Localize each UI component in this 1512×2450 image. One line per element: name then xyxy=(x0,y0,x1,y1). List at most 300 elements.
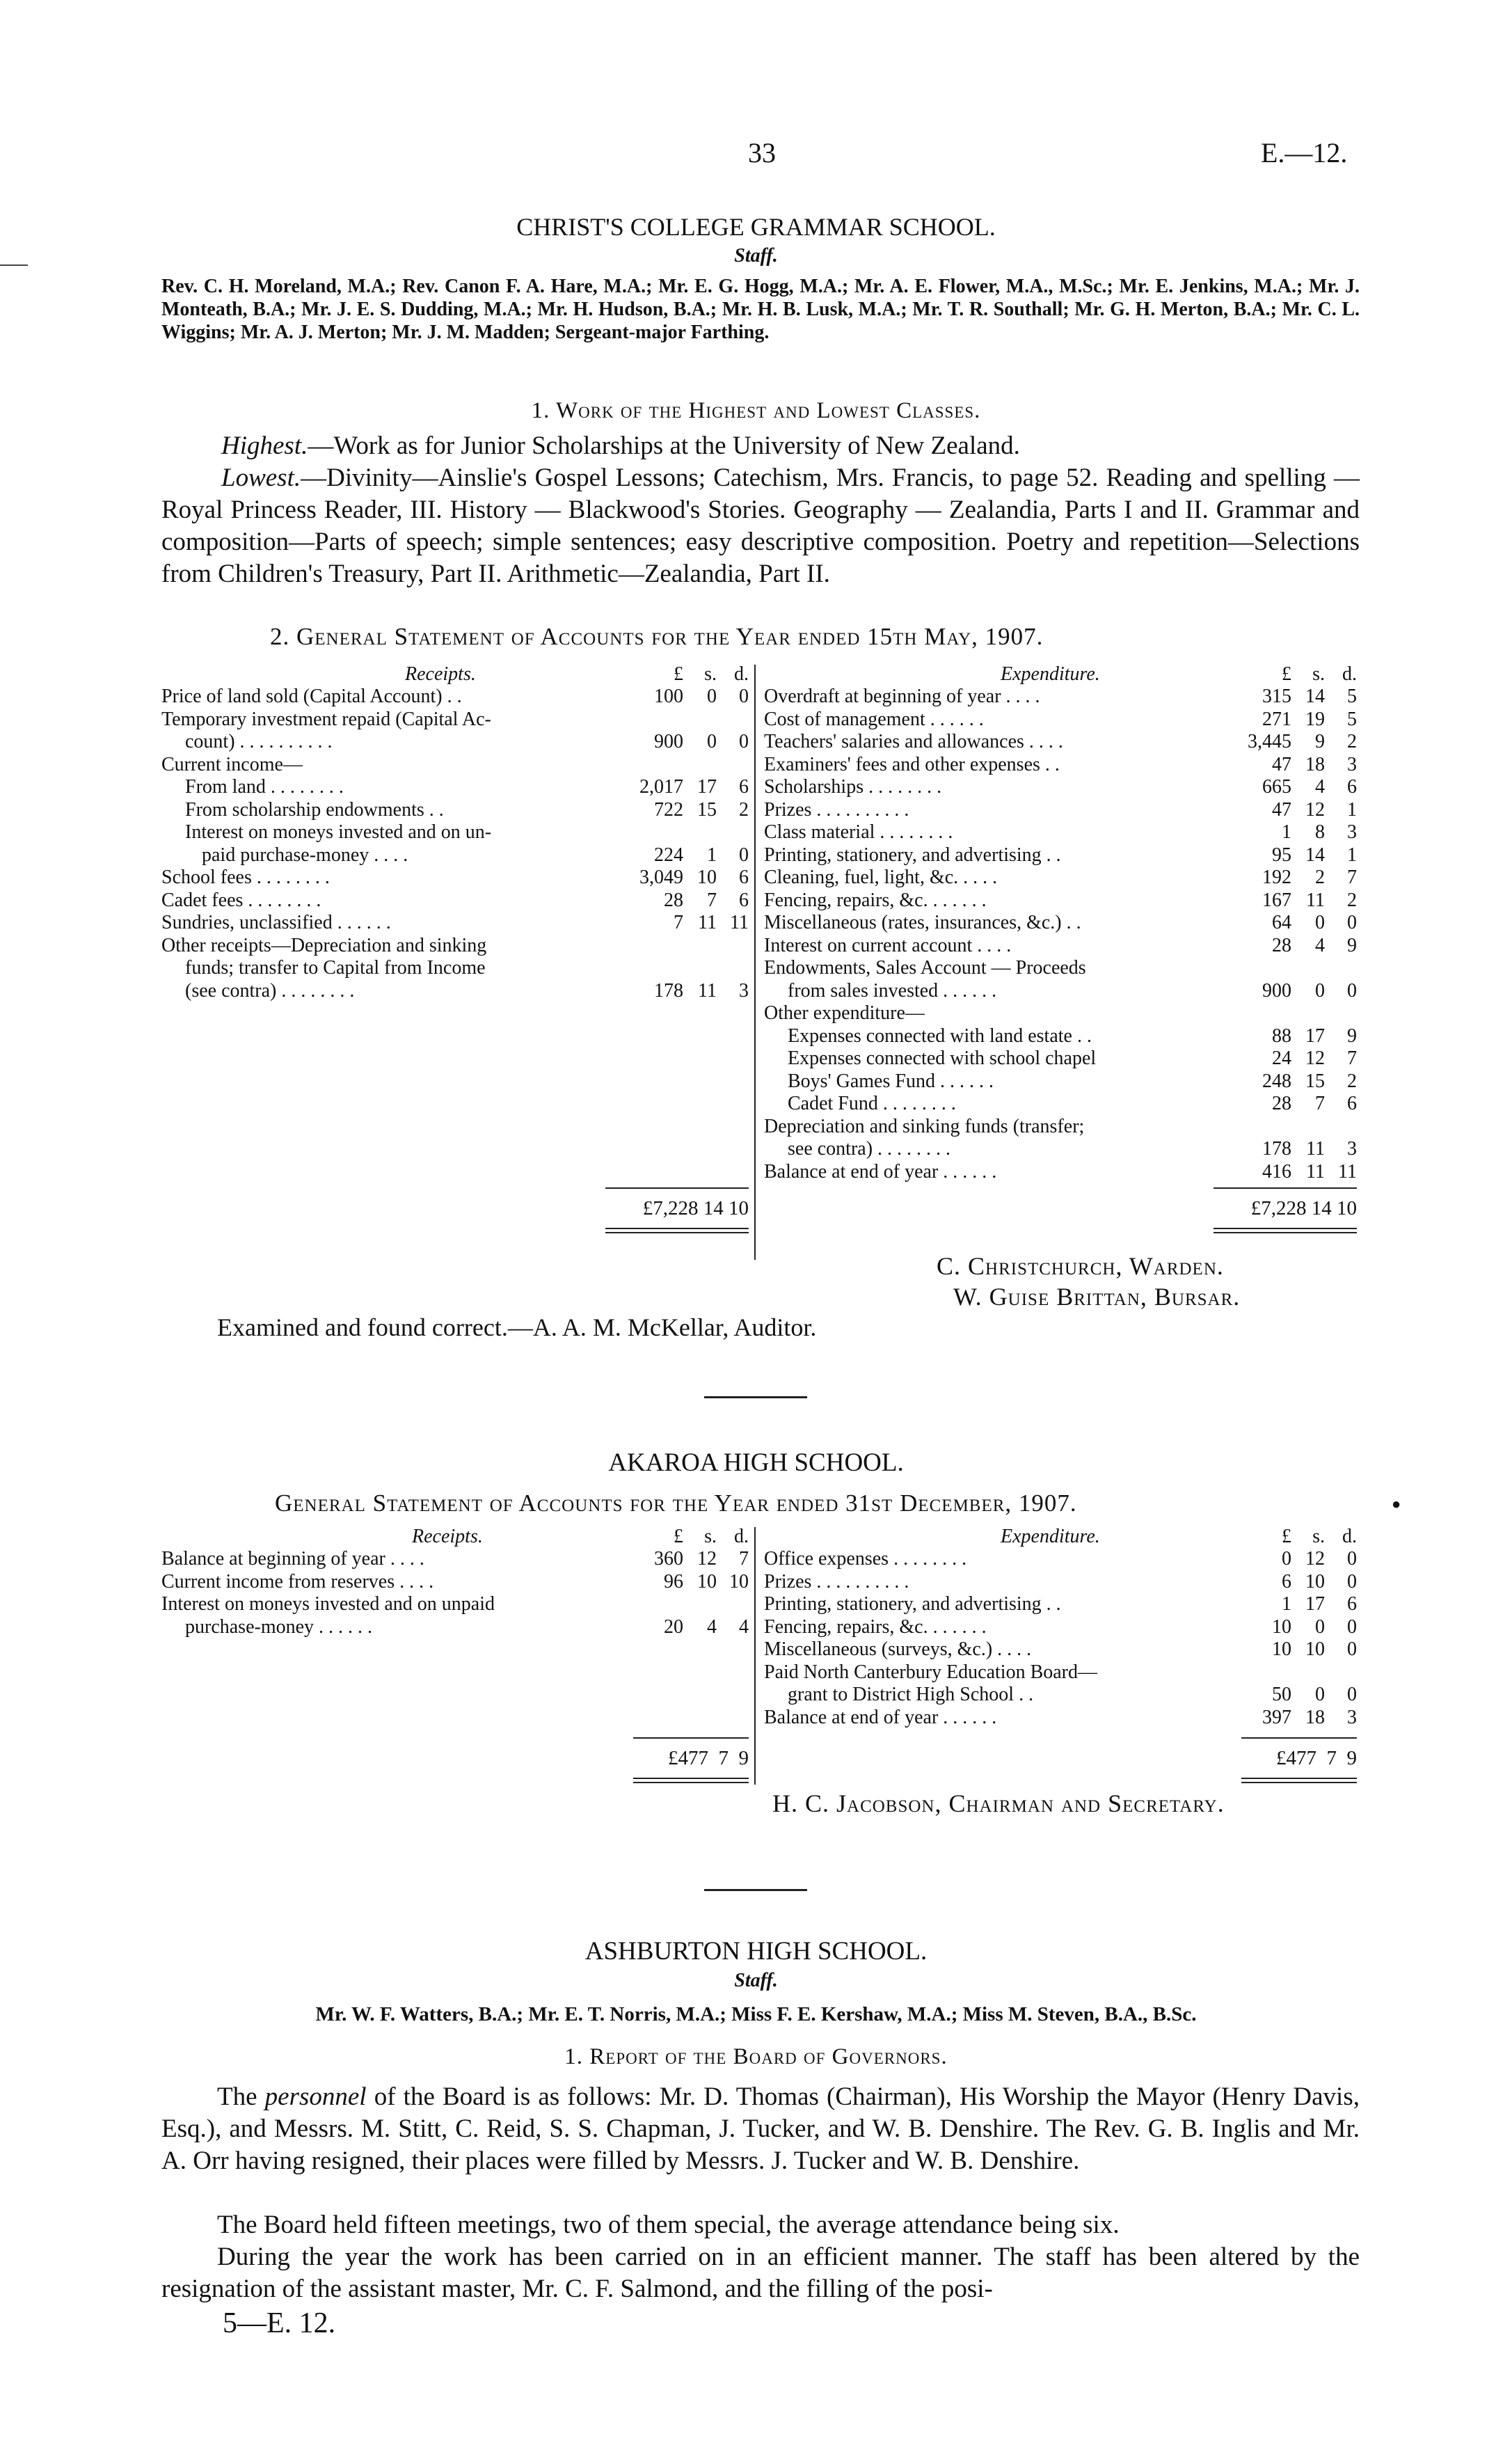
row-shillings: 11 xyxy=(1306,1138,1325,1160)
row-shillings: 0 xyxy=(707,686,717,707)
row-pence: 0 xyxy=(1347,979,1357,1002)
ashburton-title: ASHBURTON HIGH SCHOOL. xyxy=(584,1937,928,1966)
row-shillings: 9 xyxy=(1315,731,1325,752)
row-shillings: 1 xyxy=(707,844,717,866)
account-row xyxy=(764,1548,1357,1571)
row-shillings: 18 xyxy=(1305,753,1325,775)
row-pence: 0 xyxy=(1347,1570,1357,1592)
akaroa-column-divider xyxy=(754,1527,756,1785)
row-pounds: 10 xyxy=(1272,1615,1291,1638)
margin-dot: ● xyxy=(1392,1495,1401,1512)
row-shillings xyxy=(683,821,717,844)
row-pounds: 722 xyxy=(654,798,683,821)
col-shillings: s. xyxy=(1312,663,1325,685)
page-reference: E.—12. xyxy=(1261,137,1348,168)
row-label: Current income from reserves . . . . xyxy=(161,1570,434,1592)
row-pence: 5 xyxy=(1347,686,1357,707)
akaroa-expenditure-total-rule xyxy=(1241,1737,1357,1739)
row-label: Price of land sold (Capital Account) . . xyxy=(161,686,462,707)
row-pounds: 900 xyxy=(654,731,683,752)
row-shillings: 12 xyxy=(1305,1048,1325,1069)
page-number: 33 xyxy=(748,137,776,168)
col-shillings: s. xyxy=(1312,1526,1325,1547)
row-pounds: 416 xyxy=(1262,1160,1291,1183)
row-pence xyxy=(1325,1661,1357,1684)
row-label: Depreciation and sinking funds (transfer; xyxy=(764,1115,1085,1137)
account-row xyxy=(764,1025,1357,1048)
row-pence: 0 xyxy=(1347,1615,1357,1638)
row-label: Paid North Canterbury Education Board— xyxy=(764,1661,1098,1683)
account-row xyxy=(161,776,749,799)
row-pence: 0 xyxy=(1347,1684,1357,1705)
row-shillings: 2 xyxy=(1315,867,1325,888)
christ-expenditure xyxy=(764,663,1357,1183)
row-pence: 2 xyxy=(1347,1070,1357,1092)
row-pence: 6 xyxy=(1347,1593,1357,1615)
row-pounds: 47 xyxy=(1272,798,1291,821)
row-label: Other receipts—Depreciation and sinking xyxy=(161,934,487,956)
akaroa-title: AKAROA HIGH SCHOOL. xyxy=(608,1448,904,1477)
row-pence: 4 xyxy=(739,1615,749,1638)
row-label: paid purchase-money . . . . xyxy=(202,844,408,866)
christ-signature-warden: C. Christchurch, Warden. xyxy=(937,1252,1224,1280)
account-row xyxy=(764,867,1357,890)
receipts-heading: Receipts. xyxy=(405,663,476,685)
ashburton-staff-heading: Staff. xyxy=(734,1970,778,1991)
account-row xyxy=(161,1616,749,1639)
christ-title: CHRIST'S COLLEGE GRAMMAR SCHOOL. xyxy=(516,213,996,241)
account-row xyxy=(764,1093,1357,1116)
akaroa-expenditure xyxy=(764,1526,1357,1729)
row-shillings xyxy=(683,709,717,732)
row-shillings: 15 xyxy=(1305,1070,1325,1092)
row-label: grant to District High School . . xyxy=(788,1684,1034,1705)
account-row xyxy=(161,799,749,822)
row-pounds: 100 xyxy=(654,686,683,707)
row-label: (see contra) . . . . . . . . xyxy=(185,979,355,1002)
row-pence: 3 xyxy=(739,979,749,1002)
akaroa-expenditure-total: £477 7 9 xyxy=(1276,1747,1357,1769)
row-shillings: 11 xyxy=(1306,889,1325,911)
ashburton-paragraph-1 xyxy=(161,2081,1360,2177)
row-label: Class material . . . . . . . . xyxy=(764,821,953,843)
christ-signature-bursar: W. Guise Brittan, Bursar. xyxy=(953,1283,1241,1311)
row-label: School fees . . . . . . . . xyxy=(161,867,330,888)
account-row xyxy=(764,1593,1357,1616)
row-pence xyxy=(717,935,749,958)
row-shillings xyxy=(683,935,717,958)
row-label: Current income— xyxy=(161,753,303,775)
christ-staff-list: Rev. C. H. Moreland, M.A.; Rev. Canon F. A. Hare, M.A.; Mr. E. G. Hogg, M.A.; Mr. A. E. Flower, M.A., M.Sc.; Mr. E. Jenkins, M.A.; Mr. J. Monteath, B.A.; Mr. J. E. S. Dudding, M.A.; Mr. H. Hudson, B.A.; Mr. H. B. Lusk, M.A.; Mr. T. R. Southall; Mr. G. H. Merton, B.A.; Mr. C. L. Wiggins; Mr. A. J. Merton; Mr. J. M. Madden; Sergeant-major Farthing. xyxy=(161,276,1360,343)
row-label: Interest on moneys invested and on unpaid xyxy=(161,1593,495,1615)
row-shillings: 17 xyxy=(1305,1025,1325,1047)
row-pence xyxy=(1325,1116,1357,1139)
row-shillings: 0 xyxy=(1315,912,1325,933)
row-shillings: 12 xyxy=(1305,1548,1325,1570)
row-shillings: 12 xyxy=(1305,798,1325,821)
row-shillings: 15 xyxy=(697,798,717,821)
christ-expenditure-total: £7,228 14 10 xyxy=(1250,1197,1357,1219)
row-pounds: 224 xyxy=(654,844,683,866)
row-pounds: 3,445 xyxy=(1248,731,1291,752)
row-label: Balance at end of year . . . . . . xyxy=(764,1706,997,1728)
row-pounds: 3,049 xyxy=(639,867,683,888)
col-pounds: £ xyxy=(1282,1526,1291,1547)
account-row xyxy=(764,1707,1357,1730)
row-label: Teachers' salaries and allowances . . . . xyxy=(764,731,1063,752)
row-label: funds; transfer to Capital from Income xyxy=(185,957,486,979)
highest-label: Highest. xyxy=(221,432,308,460)
account-row xyxy=(161,686,749,709)
account-row xyxy=(764,776,1357,799)
row-shillings: 10 xyxy=(697,867,717,888)
row-pence: 3 xyxy=(1347,1706,1357,1728)
row-label: Cadet fees . . . . . . . . xyxy=(161,889,321,911)
row-pounds: 665 xyxy=(1262,776,1291,798)
account-row xyxy=(161,754,749,777)
row-pence xyxy=(717,957,749,980)
row-pence xyxy=(717,821,749,844)
ashburton-paragraph-3: During the year the work has been carried on in an efficient manner. The staff has been altered by the resignation of the assistant master, Mr. C. F. Salmond, and the filling of the posi- xyxy=(161,2243,1360,2303)
row-shillings: 4 xyxy=(707,1615,717,1638)
row-pence: 0 xyxy=(1347,1638,1357,1660)
row-shillings: 7 xyxy=(707,889,717,911)
row-shillings xyxy=(683,957,717,980)
row-shillings: 10 xyxy=(1305,1638,1325,1660)
lowest-text: —Divinity—Ainslie's Gospel Lessons; Catechism, Mrs. Francis, to page 52. Reading and spelling — Royal Princess Reader, III. History — Blackwood's Stories. Geography — Zealandia, Parts I and II. Grammar and composition—Parts of speech; simple sentences; easy descriptive composition. Poetry and repetition—Selections from Children's Treasury, Part II. Arithmetic—Zealandia, Part II. xyxy=(161,464,1360,588)
row-label: count) . . . . . . . . . . xyxy=(185,731,333,752)
col-shillings: s. xyxy=(704,1526,717,1547)
para1-italic: personnel xyxy=(264,2082,367,2111)
highest-paragraph xyxy=(161,430,1360,462)
row-pounds xyxy=(607,957,683,980)
row-shillings: 14 xyxy=(1305,844,1325,866)
receipts-total-rule xyxy=(605,1187,749,1189)
row-pence: 0 xyxy=(739,686,749,707)
akaroa-statement: General Statement of Accounts for the Year ended 31st December, 1907. xyxy=(275,1489,1077,1517)
row-pence: 6 xyxy=(1347,1093,1357,1114)
account-row xyxy=(764,821,1357,844)
row-label: From scholarship endowments . . xyxy=(185,798,444,821)
footer-signature: 5—E. 12. xyxy=(223,2307,336,2339)
account-row xyxy=(764,890,1357,912)
row-pounds: 2,017 xyxy=(639,776,683,798)
row-label: Fencing, repairs, &c. . . . . . . xyxy=(764,889,987,911)
row-pounds: 24 xyxy=(1272,1048,1291,1069)
expenditure-heading: Expenditure. xyxy=(1001,663,1100,685)
ashburton-staff-list: Mr. W. F. Watters, B.A.; Mr. E. T. Norris, M.A.; Miss F. E. Kershaw, M.A.; Miss M. Steven, B.A., B.Sc. xyxy=(315,2003,1197,2025)
row-pounds: 167 xyxy=(1262,889,1291,911)
row-shillings xyxy=(1291,1002,1325,1025)
row-shillings: 0 xyxy=(1315,979,1325,1002)
christ-section-1: 1. Work of the Highest and Lowest Classes. xyxy=(531,398,981,423)
row-label: see contra) . . . . . . . . xyxy=(788,1138,951,1160)
row-pounds: 248 xyxy=(1262,1070,1291,1092)
account-row xyxy=(764,686,1357,709)
row-pounds: 88 xyxy=(1272,1025,1291,1047)
row-label: Interest on current account . . . . xyxy=(764,934,1012,956)
row-shillings: 0 xyxy=(1315,1615,1325,1638)
christ-examined: Examined and found correct.—A. A. M. McKellar, Auditor. xyxy=(217,1313,817,1341)
row-pounds: 6 xyxy=(1282,1570,1291,1592)
row-pence: 6 xyxy=(739,776,749,798)
row-pounds: 28 xyxy=(1272,1093,1291,1114)
row-label: Cost of management . . . . . . xyxy=(764,708,984,730)
row-label: Office expenses . . . . . . . . xyxy=(764,1548,967,1570)
row-pounds: 20 xyxy=(664,1615,683,1638)
para1-start: The xyxy=(217,2082,265,2111)
row-pence xyxy=(1325,957,1357,980)
account-row xyxy=(161,912,749,935)
row-pounds xyxy=(607,754,683,777)
row-pounds: 178 xyxy=(1262,1138,1291,1160)
row-pence: 3 xyxy=(1347,821,1357,843)
account-row xyxy=(764,1571,1357,1594)
account-row xyxy=(161,709,749,732)
row-label: Examiners' fees and other expenses . . xyxy=(764,753,1060,775)
row-shillings: 11 xyxy=(1306,1160,1325,1183)
row-pounds xyxy=(607,935,683,958)
expenditure-total-rule xyxy=(1213,1187,1357,1189)
akaroa-receipts-total-rule xyxy=(633,1737,749,1739)
row-label: Printing, stationery, and advertising . . xyxy=(764,1593,1061,1615)
account-row xyxy=(161,980,749,1003)
ashburton-section-1: 1. Report of the Board of Governors. xyxy=(564,2044,948,2069)
row-pounds: 50 xyxy=(1272,1684,1291,1705)
row-pence: 2 xyxy=(739,798,749,821)
row-label: Boys' Games Fund . . . . . . xyxy=(788,1070,994,1092)
row-shillings: 4 xyxy=(1315,776,1325,798)
row-pounds: 64 xyxy=(1272,912,1291,933)
row-pounds: 192 xyxy=(1262,867,1291,888)
row-pence: 0 xyxy=(739,844,749,866)
row-pence: 6 xyxy=(739,867,749,888)
row-label: Overdraft at beginning of year . . . . xyxy=(764,686,1040,707)
row-label: from sales invested . . . . . . xyxy=(788,979,997,1002)
account-row xyxy=(161,867,749,890)
row-pounds: 315 xyxy=(1262,686,1291,707)
row-label: Sundries, unclassified . . . . . . xyxy=(161,912,391,933)
row-shillings: 17 xyxy=(697,776,717,798)
row-pounds: 1 xyxy=(1282,1593,1291,1615)
row-pence xyxy=(1325,1002,1357,1025)
expenditure-total-double-rule xyxy=(1213,1228,1357,1233)
row-pounds: 28 xyxy=(664,889,683,911)
account-row xyxy=(764,1048,1357,1070)
para1-rest: of the Board is as follows: Mr. D. Thomas (Chairman), His Worship the Mayor (Henry Davis, Esq.), and Messrs. M. Stitt, C. Reid, S. S. Chapman, J. Tucker, and W. B. Denshire. The Rev. G. B. Inglis and Mr. A. Orr having resigned, their places were filled by Messrs. J. Tucker and W. B. Denshire. xyxy=(161,2082,1360,2175)
row-label: Balance at beginning of year . . . . xyxy=(161,1548,424,1570)
account-row xyxy=(764,754,1357,777)
row-pounds: 900 xyxy=(1262,979,1291,1002)
row-pounds xyxy=(607,709,683,732)
row-pounds xyxy=(1215,1661,1291,1684)
account-row xyxy=(764,957,1357,980)
account-row xyxy=(764,799,1357,822)
row-pence: 6 xyxy=(739,889,749,911)
row-label: Other expenditure— xyxy=(764,1002,925,1024)
row-label: Prizes . . . . . . . . . . xyxy=(764,798,909,821)
row-label: Expenses connected with school chapel xyxy=(788,1048,1097,1069)
akaroa-receipts-total: £477 7 9 xyxy=(668,1747,749,1769)
col-pounds: £ xyxy=(1282,663,1291,685)
section-separator xyxy=(704,1396,807,1398)
account-row xyxy=(764,1002,1357,1025)
col-pounds: £ xyxy=(674,1526,683,1547)
row-pounds: 96 xyxy=(664,1570,683,1592)
row-pence xyxy=(717,1593,749,1616)
account-row xyxy=(764,1161,1357,1184)
row-shillings: 10 xyxy=(697,1570,717,1592)
account-row xyxy=(161,1571,749,1594)
row-shillings: 18 xyxy=(1305,1706,1325,1728)
row-pence: 0 xyxy=(1347,912,1357,933)
row-label: Scholarships . . . . . . . . xyxy=(764,776,942,798)
col-pence: d. xyxy=(1342,663,1357,685)
row-pence: 11 xyxy=(1338,1160,1357,1183)
expenditure-heading: Expenditure. xyxy=(1001,1526,1100,1547)
row-shillings xyxy=(1291,1116,1325,1139)
row-pence: 7 xyxy=(1347,1048,1357,1069)
row-label: purchase-money . . . . . . xyxy=(185,1615,373,1638)
row-pence: 9 xyxy=(1347,1025,1357,1047)
section-separator xyxy=(704,1889,807,1891)
row-pence: 0 xyxy=(739,731,749,752)
row-label: Expenses connected with land estate . . xyxy=(788,1025,1092,1047)
akaroa-receipts-double-rule xyxy=(633,1778,749,1783)
row-shillings: 11 xyxy=(698,979,717,1002)
account-row xyxy=(764,980,1357,1003)
row-shillings: 7 xyxy=(1315,1093,1325,1114)
row-shillings: 0 xyxy=(1315,1684,1325,1705)
row-label: Cadet Fund . . . . . . . . xyxy=(788,1093,956,1114)
account-row xyxy=(161,821,749,844)
row-label: From land . . . . . . . . xyxy=(185,776,344,798)
row-pounds: 47 xyxy=(1272,753,1291,775)
account-row xyxy=(161,935,749,958)
account-row xyxy=(161,844,749,867)
row-shillings: 0 xyxy=(707,731,717,752)
akaroa-receipts xyxy=(161,1526,749,1638)
account-row xyxy=(764,1684,1357,1707)
account-row xyxy=(764,1638,1357,1661)
account-row xyxy=(764,709,1357,732)
row-shillings: 17 xyxy=(1305,1593,1325,1615)
account-row xyxy=(764,731,1357,754)
col-shillings: s. xyxy=(704,663,717,685)
row-pence: 0 xyxy=(1347,1548,1357,1570)
row-pence: 3 xyxy=(1347,753,1357,775)
account-row xyxy=(764,935,1357,958)
account-row xyxy=(764,844,1357,867)
row-pence: 6 xyxy=(1347,776,1357,798)
account-row xyxy=(161,957,749,980)
row-label: Prizes . . . . . . . . . . xyxy=(764,1570,909,1592)
row-pence: 7 xyxy=(1347,867,1357,888)
highest-text: —Work as for Junior Scholarships at the University of New Zealand. xyxy=(308,432,1020,460)
account-row xyxy=(764,912,1357,935)
row-pounds xyxy=(607,1593,683,1616)
christ-section-2: 2. General Statement of Accounts for the Year ended 15th May, 1907. xyxy=(270,623,1044,650)
row-pence: 7 xyxy=(739,1548,749,1570)
account-row xyxy=(764,1616,1357,1639)
row-pounds xyxy=(607,821,683,844)
christ-receipts xyxy=(161,663,749,1002)
account-row xyxy=(161,731,749,754)
row-pence: 11 xyxy=(730,912,749,933)
row-pence xyxy=(717,709,749,732)
christ-receipts-total: £7,228 14 10 xyxy=(642,1197,749,1219)
row-shillings xyxy=(683,754,717,777)
row-pence: 5 xyxy=(1347,708,1357,730)
account-row xyxy=(161,1548,749,1571)
row-label: Cleaning, fuel, light, &c. . . . . xyxy=(764,867,998,888)
row-pence: 10 xyxy=(729,1570,749,1592)
receipts-total-double-rule xyxy=(605,1228,749,1233)
row-pounds: 28 xyxy=(1272,934,1291,956)
akaroa-signature: H. C. Jacobson, Chairman and Secretary. xyxy=(772,1789,1225,1817)
row-label: Temporary investment repaid (Capital Ac- xyxy=(161,708,491,730)
row-pounds xyxy=(1215,1116,1291,1139)
col-pounds: £ xyxy=(674,663,683,685)
row-shillings: 10 xyxy=(1305,1570,1325,1592)
row-pounds xyxy=(1215,1002,1291,1025)
row-pounds: 1 xyxy=(1282,821,1291,843)
row-label: Printing, stationery, and advertising . . xyxy=(764,844,1061,866)
row-shillings: 12 xyxy=(697,1548,717,1570)
row-pounds: 10 xyxy=(1272,1638,1291,1660)
row-label: Miscellaneous (surveys, &c.) . . . . xyxy=(764,1638,1032,1660)
row-pence: 1 xyxy=(1347,798,1357,821)
account-row xyxy=(764,1070,1357,1093)
row-label: Miscellaneous (rates, insurances, &c.) . . xyxy=(764,912,1081,933)
row-shillings: 8 xyxy=(1315,821,1325,843)
row-pence: 2 xyxy=(1347,889,1357,911)
row-label: Fencing, repairs, &c. . . . . . . xyxy=(764,1615,987,1638)
row-shillings xyxy=(1291,1661,1325,1684)
lowest-paragraph xyxy=(161,462,1360,590)
account-row xyxy=(161,890,749,912)
row-shillings xyxy=(683,1593,717,1616)
row-label: Balance at end of year . . . . . . xyxy=(764,1160,997,1183)
row-pence: 9 xyxy=(1347,934,1357,956)
account-row xyxy=(764,1661,1357,1684)
row-pounds: 397 xyxy=(1262,1706,1291,1728)
row-shillings: 19 xyxy=(1305,708,1325,730)
row-pence: 3 xyxy=(1347,1138,1357,1160)
col-pence: d. xyxy=(734,663,749,685)
lowest-label: Lowest. xyxy=(221,464,301,492)
christ-staff-heading: Staff. xyxy=(734,245,778,267)
row-label: Endowments, Sales Account — Proceeds xyxy=(764,957,1086,979)
row-pounds: 178 xyxy=(654,979,683,1002)
row-pounds: 95 xyxy=(1272,844,1291,866)
col-pence: d. xyxy=(734,1526,749,1547)
row-shillings xyxy=(1291,957,1325,980)
row-pence: 1 xyxy=(1347,844,1357,866)
row-pounds: 7 xyxy=(674,912,683,933)
row-pounds: 360 xyxy=(654,1548,683,1570)
row-pence: 2 xyxy=(1347,731,1357,752)
row-shillings: 14 xyxy=(1305,686,1325,707)
row-shillings: 11 xyxy=(698,912,717,933)
account-row xyxy=(764,1138,1357,1161)
row-pounds: 271 xyxy=(1262,708,1291,730)
row-pence xyxy=(717,754,749,777)
row-shillings: 4 xyxy=(1315,934,1325,956)
account-row xyxy=(764,1116,1357,1139)
row-pounds xyxy=(1215,957,1291,980)
receipts-heading: Receipts. xyxy=(412,1526,483,1547)
